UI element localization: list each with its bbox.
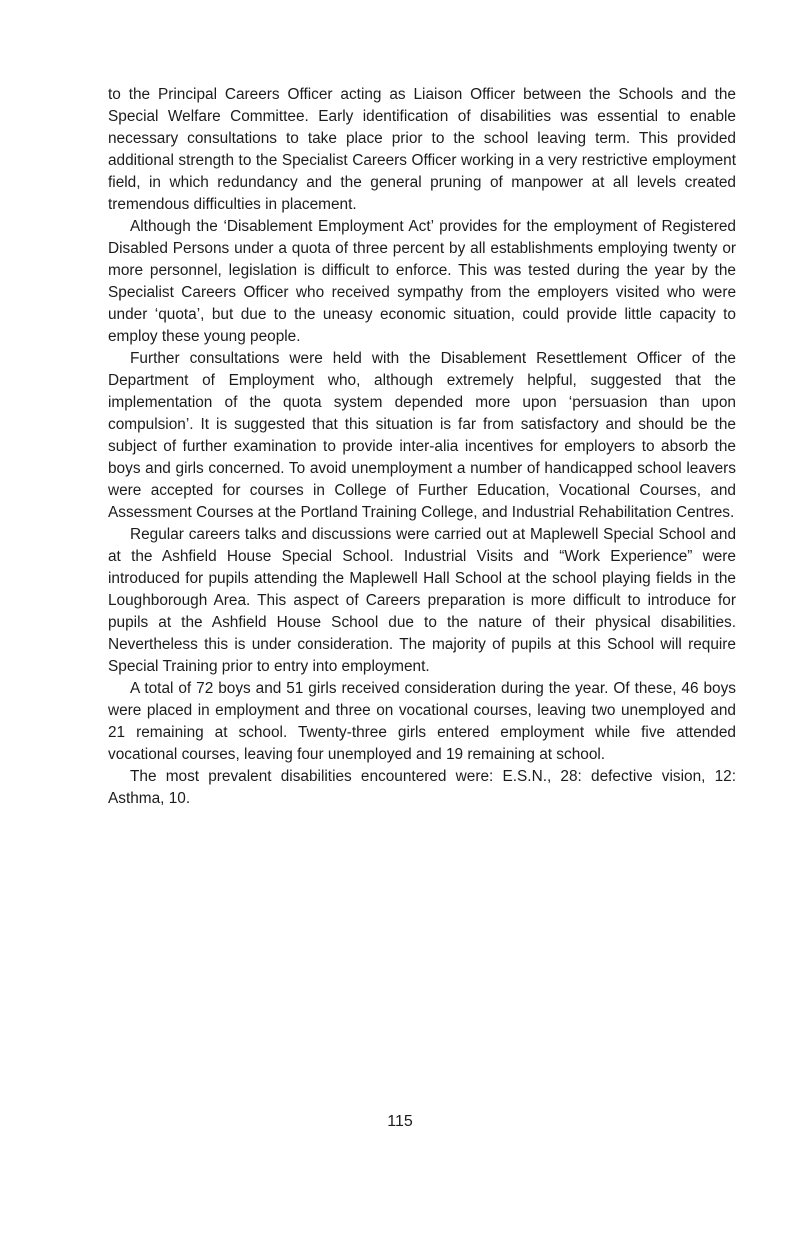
paragraph-careers-talks: Regular careers talks and discussions were carried out at Maplewell Special School and at the Ashfield House Special School. Industrial Visits and “Work Experience” were introduced for pupils attending the Maplewell Hall School at the school playing fields in the Loughborough Area. This aspect of Careers preparation is more difficult to introduce for pupils at the Ashfield House School due to the nature of their physical disabilities. Nevertheless this is under consideration. The majority of pupils at this School will require Special Training prior to entry into employment. [108,526,736,675]
paragraph-disabilities: The most prevalent disabilities encountered were: E.S.N., 28: defective vision, 12: Asthma, 10. [108,768,736,807]
paragraph-totals: A total of 72 boys and 51 girls received consideration during the year. Of these, 46 boys were placed in employment and three on vocational courses, leaving two unemployed and 21 remaining at school. Twenty-three girls entered employment while five attended vocational courses, leaving four unemployed and 19 remaining at school. [108,680,736,763]
page-body [108,84,736,810]
paragraph-disablement-act: Although the ‘Disablement Employment Act’ provides for the employment of Registered Disabled Persons under a quota of three percent by all establishments employing twenty or more personnel, legislation is difficult to enforce. This was tested during the year by the Specialist Careers Officer who received sympathy from the employers visited who were under ‘quota’, but due to the uneasy economic situation, could provide little capacity to employ these young people. [108,218,736,345]
page-number: 115 [387,1113,413,1130]
paragraph-further-consultations: Further consultations were held with the Disablement Resettlement Officer of the Department of Employment who, although extremely helpful, suggested that the implementation of the quota system depended more upon ‘persuasion than upon compulsion’. It is suggested that this situation is far from satisfactory and should be the subject of further examination to provide inter-alia incentives for employers to absorb the boys and girls concerned. To avoid unemployment a number of handicapped school leavers were accepted for courses in College of Further Education, Vocational Courses, and Assessment Courses at the Portland Training College, and Industrial Rehabilitation Centres. [108,350,736,521]
paragraph-continuation: to the Principal Careers Officer acting as Liaison Officer between the Schools and the Special Welfare Committee. Early identification of disabilities was essential to enable necessary consultations to take place prior to the school leaving term. This provided additional strength to the Specialist Careers Officer working in a very restrictive employment field, in which redundancy and the general pruning of manpower at all levels created tremendous difficulties in placement. [108,86,736,213]
